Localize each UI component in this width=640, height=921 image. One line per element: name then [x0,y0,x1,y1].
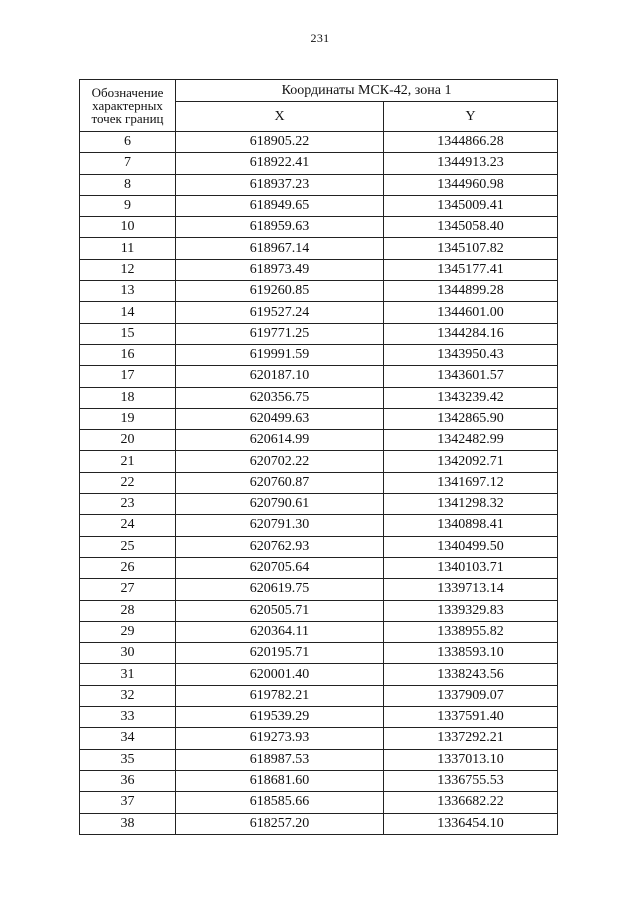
designation-header [80,80,176,132]
table-row [80,153,558,174]
x-coordinate-cell: 620791.30 [176,515,384,536]
x-coordinate-cell: 620614.99 [176,430,384,451]
y-coordinate-cell: 1343601.57 [384,366,558,387]
table-row [80,387,558,408]
y-coordinate-cell: 1337013.10 [384,749,558,770]
y-coordinate-cell: 1338243.56 [384,664,558,685]
y-coordinate-cell: 1345009.41 [384,195,558,216]
y-coordinate-cell: 1345177.41 [384,259,558,280]
x-coordinate-cell: 620001.40 [176,664,384,685]
coordinate-system-header: Координаты МСК-42, зона 1 [176,80,558,102]
point-number-cell: 33 [80,707,176,728]
point-number-cell: 37 [80,792,176,813]
table-row [80,238,558,259]
x-coordinate-cell: 618967.14 [176,238,384,259]
y-coordinate-cell: 1337909.07 [384,685,558,706]
table-row [80,515,558,536]
y-coordinate-cell: 1340103.71 [384,557,558,578]
y-coordinate-cell: 1343239.42 [384,387,558,408]
point-number-cell: 36 [80,770,176,791]
table-row [80,451,558,472]
table-row [80,621,558,642]
x-coordinate-cell: 620505.71 [176,600,384,621]
designation-header-line: характерных [92,98,163,113]
point-number-cell: 7 [80,153,176,174]
point-number-cell: 14 [80,302,176,323]
y-coordinate-cell: 1344601.00 [384,302,558,323]
x-coordinate-cell: 619539.29 [176,707,384,728]
point-number-cell: 21 [80,451,176,472]
coordinates-table [79,79,558,835]
page-number: 231 [310,31,330,45]
point-number-cell: 6 [80,132,176,153]
x-coordinate-cell: 620364.11 [176,621,384,642]
x-coordinate-cell: 618905.22 [176,132,384,153]
y-coordinate-cell: 1336755.53 [384,770,558,791]
table-row [80,770,558,791]
x-coordinate-cell: 620356.75 [176,387,384,408]
y-coordinate-cell: 1345107.82 [384,238,558,259]
header-row-top [80,80,558,102]
y-coordinate-cell: 1340898.41 [384,515,558,536]
x-coordinate-cell: 620619.75 [176,579,384,600]
table-row [80,281,558,302]
point-number-cell: 22 [80,472,176,493]
point-number-cell: 15 [80,323,176,344]
y-coordinate-cell: 1337292.21 [384,728,558,749]
point-number-cell: 26 [80,557,176,578]
x-coordinate-cell: 619273.93 [176,728,384,749]
table-row [80,494,558,515]
table-row [80,174,558,195]
y-coordinate-cell: 1344866.28 [384,132,558,153]
point-number-cell: 24 [80,515,176,536]
point-number-cell: 10 [80,217,176,238]
table-row [80,259,558,280]
x-coordinate-cell: 619771.25 [176,323,384,344]
y-coordinate-cell: 1338593.10 [384,643,558,664]
point-number-cell: 13 [80,281,176,302]
designation-header-line: Обозначение [91,85,164,100]
table-row [80,557,558,578]
x-coordinate-cell: 619991.59 [176,344,384,365]
x-coordinate-cell: 618585.66 [176,792,384,813]
y-coordinate-cell: 1344284.16 [384,323,558,344]
x-column-header: X [176,102,384,132]
table-row [80,302,558,323]
point-number-cell: 12 [80,259,176,280]
y-coordinate-cell: 1344960.98 [384,174,558,195]
table-row [80,792,558,813]
y-coordinate-cell: 1336682.22 [384,792,558,813]
table-row [80,707,558,728]
x-coordinate-cell: 618973.49 [176,259,384,280]
point-number-cell: 19 [80,408,176,429]
y-coordinate-cell: 1337591.40 [384,707,558,728]
table-header [80,80,558,132]
table-row [80,749,558,770]
table-row [80,728,558,749]
y-coordinate-cell: 1339329.83 [384,600,558,621]
x-coordinate-cell: 620499.63 [176,408,384,429]
point-number-cell: 8 [80,174,176,195]
table-row [80,132,558,153]
point-number-cell: 20 [80,430,176,451]
x-coordinate-cell: 619782.21 [176,685,384,706]
y-coordinate-cell: 1342092.71 [384,451,558,472]
x-coordinate-cell: 620790.61 [176,494,384,515]
table-row [80,579,558,600]
x-coordinate-cell: 620195.71 [176,643,384,664]
table-row [80,430,558,451]
designation-header-line: точек границ [91,111,164,126]
point-number-cell: 16 [80,344,176,365]
table-row [80,217,558,238]
x-coordinate-cell: 618987.53 [176,749,384,770]
table-row [80,643,558,664]
y-coordinate-cell: 1342865.90 [384,408,558,429]
table-row [80,813,558,834]
point-number-cell: 35 [80,749,176,770]
table-row [80,536,558,557]
x-coordinate-cell: 620705.64 [176,557,384,578]
y-coordinate-cell: 1339713.14 [384,579,558,600]
table-row [80,600,558,621]
point-number-cell: 32 [80,685,176,706]
point-number-cell: 38 [80,813,176,834]
x-coordinate-cell: 618959.63 [176,217,384,238]
table-row [80,366,558,387]
x-coordinate-cell: 619260.85 [176,281,384,302]
y-column-header: Y [384,102,558,132]
y-coordinate-cell: 1336454.10 [384,813,558,834]
table-body [80,132,558,835]
point-number-cell: 9 [80,195,176,216]
table-row [80,323,558,344]
x-coordinate-cell: 618949.65 [176,195,384,216]
table-row [80,664,558,685]
x-coordinate-cell: 620762.93 [176,536,384,557]
point-number-cell: 25 [80,536,176,557]
x-coordinate-cell: 618922.41 [176,153,384,174]
point-number-cell: 34 [80,728,176,749]
y-coordinate-cell: 1342482.99 [384,430,558,451]
table-row [80,344,558,365]
point-number-cell: 23 [80,494,176,515]
y-coordinate-cell: 1338955.82 [384,621,558,642]
table-row [80,472,558,493]
y-coordinate-cell: 1345058.40 [384,217,558,238]
point-number-cell: 27 [80,579,176,600]
x-coordinate-cell: 618937.23 [176,174,384,195]
table-row [80,408,558,429]
point-number-cell: 29 [80,621,176,642]
x-coordinate-cell: 619527.24 [176,302,384,323]
x-coordinate-cell: 618681.60 [176,770,384,791]
table-row [80,685,558,706]
y-coordinate-cell: 1341697.12 [384,472,558,493]
x-coordinate-cell: 620187.10 [176,366,384,387]
y-coordinate-cell: 1341298.32 [384,494,558,515]
x-coordinate-cell: 620702.22 [176,451,384,472]
y-coordinate-cell: 1343950.43 [384,344,558,365]
x-coordinate-cell: 620760.87 [176,472,384,493]
y-coordinate-cell: 1340499.50 [384,536,558,557]
point-number-cell: 11 [80,238,176,259]
table-row [80,195,558,216]
y-coordinate-cell: 1344913.23 [384,153,558,174]
point-number-cell: 28 [80,600,176,621]
x-coordinate-cell: 618257.20 [176,813,384,834]
point-number-cell: 31 [80,664,176,685]
point-number-cell: 18 [80,387,176,408]
y-coordinate-cell: 1344899.28 [384,281,558,302]
point-number-cell: 17 [80,366,176,387]
point-number-cell: 30 [80,643,176,664]
